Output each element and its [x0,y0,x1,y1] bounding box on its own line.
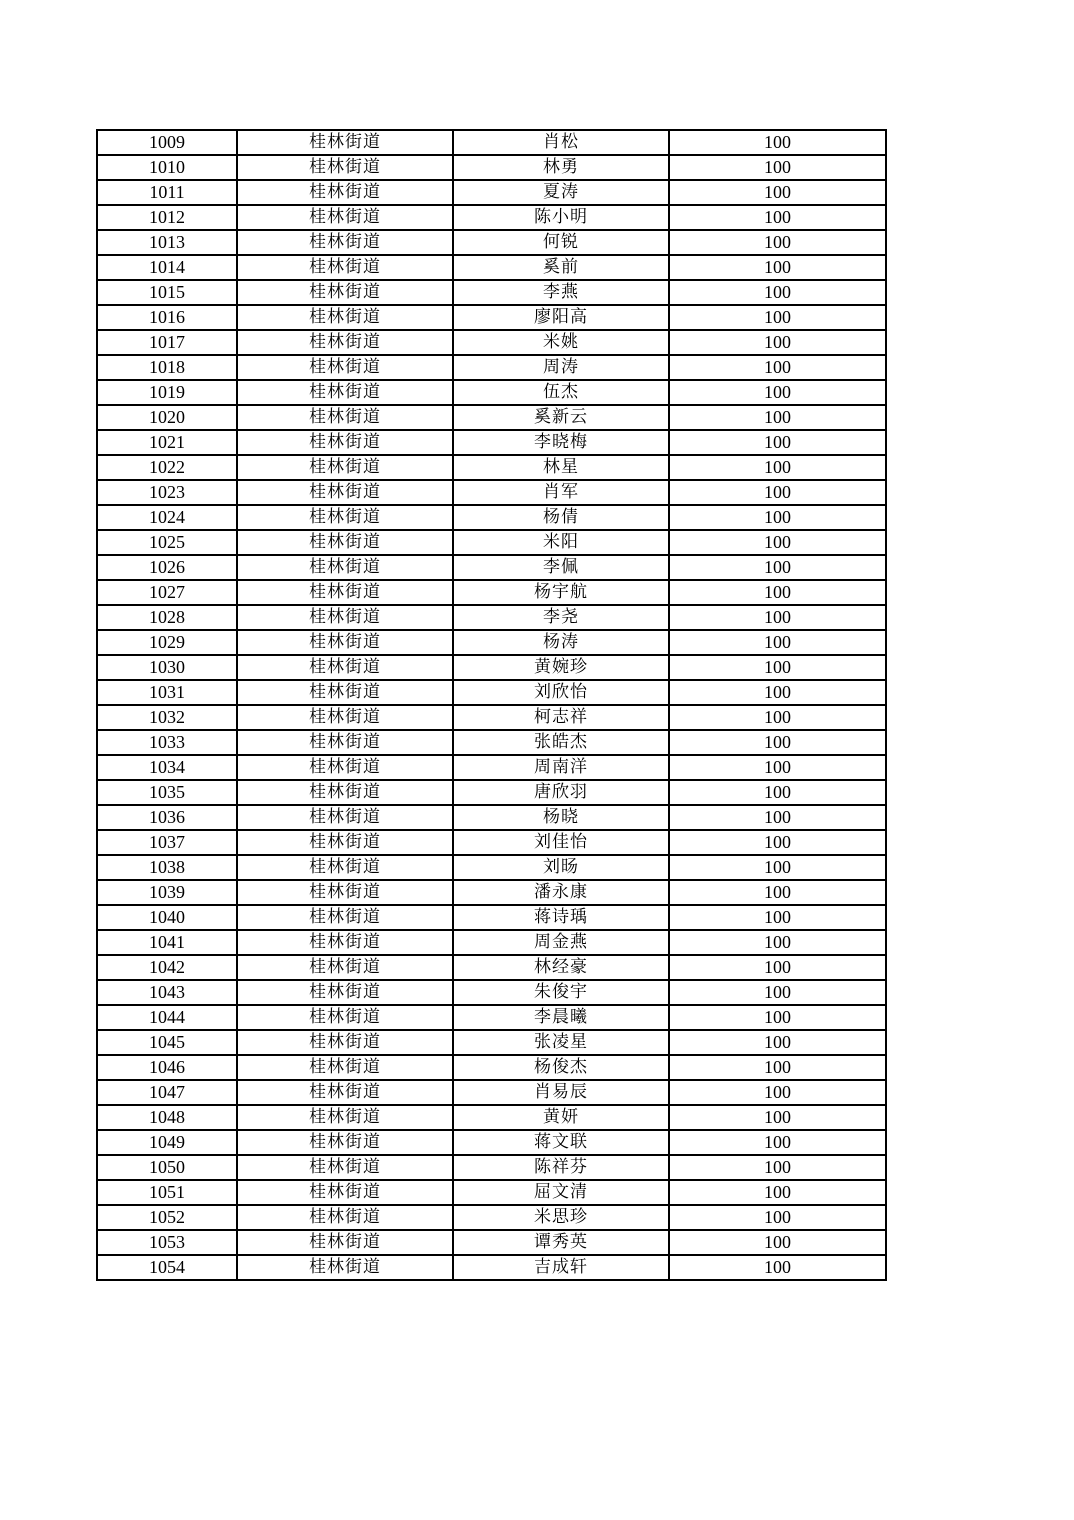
id-cell: 1053 [97,1230,237,1255]
name-cell: 肖军 [453,480,669,505]
score-cell: 100 [669,205,886,230]
name-cell: 蒋文联 [453,1130,669,1155]
table-row [97,180,886,205]
table-row [97,530,886,555]
id-cell: 1024 [97,505,237,530]
table-row [97,455,886,480]
name-cell: 李晨曦 [453,1005,669,1030]
id-cell: 1035 [97,780,237,805]
name-cell: 廖阳高 [453,305,669,330]
name-cell: 蒋诗瑀 [453,905,669,930]
table-row [97,555,886,580]
id-cell: 1022 [97,455,237,480]
score-cell: 100 [669,355,886,380]
table-row [97,880,886,905]
score-cell: 100 [669,130,886,155]
street-cell: 桂林街道 [237,580,453,605]
table-row [97,830,886,855]
street-cell: 桂林街道 [237,1230,453,1255]
id-cell: 1023 [97,480,237,505]
score-cell: 100 [669,955,886,980]
table-row [97,380,886,405]
score-cell: 100 [669,680,886,705]
score-cell: 100 [669,605,886,630]
street-cell: 桂林街道 [237,155,453,180]
id-cell: 1029 [97,630,237,655]
score-cell: 100 [669,930,886,955]
name-cell: 屈文清 [453,1180,669,1205]
name-cell: 李燕 [453,280,669,305]
street-cell: 桂林街道 [237,380,453,405]
table-row [97,780,886,805]
score-cell: 100 [669,455,886,480]
score-cell: 100 [669,1180,886,1205]
score-cell: 100 [669,330,886,355]
name-cell: 杨涛 [453,630,669,655]
street-cell: 桂林街道 [237,530,453,555]
data-table [96,129,887,1281]
name-cell: 黄婉珍 [453,655,669,680]
name-cell: 周金燕 [453,930,669,955]
street-cell: 桂林街道 [237,130,453,155]
name-cell: 刘欣怡 [453,680,669,705]
street-cell: 桂林街道 [237,180,453,205]
name-cell: 何锐 [453,230,669,255]
table-row [97,1205,886,1230]
table-row [97,580,886,605]
name-cell: 夏涛 [453,180,669,205]
id-cell: 1020 [97,405,237,430]
score-cell: 100 [669,980,886,1005]
score-cell: 100 [669,530,886,555]
table-row [97,805,886,830]
score-cell: 100 [669,180,886,205]
table-row [97,205,886,230]
name-cell: 杨宇航 [453,580,669,605]
score-cell: 100 [669,380,886,405]
street-cell: 桂林街道 [237,1055,453,1080]
street-cell: 桂林街道 [237,230,453,255]
street-cell: 桂林街道 [237,880,453,905]
table-row [97,230,886,255]
street-cell: 桂林街道 [237,780,453,805]
table-row [97,1105,886,1130]
score-cell: 100 [669,430,886,455]
name-cell: 林星 [453,455,669,480]
score-cell: 100 [669,1105,886,1130]
table-row [97,480,886,505]
name-cell: 刘旸 [453,855,669,880]
name-cell: 唐欣羽 [453,780,669,805]
score-cell: 100 [669,830,886,855]
id-cell: 1021 [97,430,237,455]
id-cell: 1027 [97,580,237,605]
score-cell: 100 [669,805,886,830]
id-cell: 1048 [97,1105,237,1130]
street-cell: 桂林街道 [237,830,453,855]
score-cell: 100 [669,555,886,580]
table-row [97,705,886,730]
table-body [97,130,886,1280]
street-cell: 桂林街道 [237,605,453,630]
id-cell: 1012 [97,205,237,230]
name-cell: 柯志祥 [453,705,669,730]
name-cell: 肖松 [453,130,669,155]
street-cell: 桂林街道 [237,755,453,780]
id-cell: 1038 [97,855,237,880]
street-cell: 桂林街道 [237,255,453,280]
score-cell: 100 [669,255,886,280]
id-cell: 1043 [97,980,237,1005]
score-cell: 100 [669,505,886,530]
score-cell: 100 [669,1155,886,1180]
id-cell: 1018 [97,355,237,380]
street-cell: 桂林街道 [237,1105,453,1130]
score-cell: 100 [669,705,886,730]
name-cell: 伍杰 [453,380,669,405]
name-cell: 杨倩 [453,505,669,530]
name-cell: 周涛 [453,355,669,380]
id-cell: 1025 [97,530,237,555]
name-cell: 林经豪 [453,955,669,980]
id-cell: 1014 [97,255,237,280]
table-row [97,680,886,705]
name-cell: 李晓梅 [453,430,669,455]
table-row [97,1180,886,1205]
score-cell: 100 [669,480,886,505]
street-cell: 桂林街道 [237,1005,453,1030]
name-cell: 吉成轩 [453,1255,669,1280]
id-cell: 1015 [97,280,237,305]
score-cell: 100 [669,580,886,605]
score-cell: 100 [669,855,886,880]
id-cell: 1016 [97,305,237,330]
id-cell: 1009 [97,130,237,155]
table-row [97,355,886,380]
street-cell: 桂林街道 [237,980,453,1005]
id-cell: 1032 [97,705,237,730]
table-row [97,605,886,630]
name-cell: 潘永康 [453,880,669,905]
table-row [97,755,886,780]
score-cell: 100 [669,905,886,930]
name-cell: 刘佳怡 [453,830,669,855]
score-cell: 100 [669,1055,886,1080]
table-row [97,1230,886,1255]
table-row [97,955,886,980]
street-cell: 桂林街道 [237,705,453,730]
score-cell: 100 [669,780,886,805]
name-cell: 张凌星 [453,1030,669,1055]
score-cell: 100 [669,730,886,755]
name-cell: 李尧 [453,605,669,630]
score-cell: 100 [669,630,886,655]
id-cell: 1045 [97,1030,237,1055]
score-cell: 100 [669,880,886,905]
street-cell: 桂林街道 [237,1030,453,1055]
table-row [97,1130,886,1155]
street-cell: 桂林街道 [237,930,453,955]
id-cell: 1049 [97,1130,237,1155]
id-cell: 1036 [97,805,237,830]
table-row [97,1030,886,1055]
table-row [97,280,886,305]
street-cell: 桂林街道 [237,730,453,755]
name-cell: 张皓杰 [453,730,669,755]
table-row [97,1055,886,1080]
id-cell: 1054 [97,1255,237,1280]
street-cell: 桂林街道 [237,1080,453,1105]
street-cell: 桂林街道 [237,555,453,580]
id-cell: 1010 [97,155,237,180]
id-cell: 1026 [97,555,237,580]
street-cell: 桂林街道 [237,1255,453,1280]
id-cell: 1013 [97,230,237,255]
street-cell: 桂林街道 [237,805,453,830]
table-row [97,505,886,530]
street-cell: 桂林街道 [237,1205,453,1230]
id-cell: 1039 [97,880,237,905]
table-row [97,630,886,655]
name-cell: 谭秀英 [453,1230,669,1255]
name-cell: 黄妍 [453,1105,669,1130]
name-cell: 米姚 [453,330,669,355]
table-row [97,655,886,680]
street-cell: 桂林街道 [237,405,453,430]
street-cell: 桂林街道 [237,1180,453,1205]
id-cell: 1052 [97,1205,237,1230]
table-row [97,130,886,155]
street-cell: 桂林街道 [237,480,453,505]
id-cell: 1037 [97,830,237,855]
id-cell: 1033 [97,730,237,755]
score-cell: 100 [669,1080,886,1105]
name-cell: 周南洋 [453,755,669,780]
score-cell: 100 [669,655,886,680]
id-cell: 1046 [97,1055,237,1080]
street-cell: 桂林街道 [237,630,453,655]
table-row [97,1005,886,1030]
id-cell: 1030 [97,655,237,680]
score-cell: 100 [669,305,886,330]
score-cell: 100 [669,1130,886,1155]
id-cell: 1051 [97,1180,237,1205]
score-cell: 100 [669,1255,886,1280]
table-row [97,980,886,1005]
id-cell: 1031 [97,680,237,705]
id-cell: 1028 [97,605,237,630]
id-cell: 1040 [97,905,237,930]
street-cell: 桂林街道 [237,205,453,230]
name-cell: 陈祥芬 [453,1155,669,1180]
name-cell: 肖易辰 [453,1080,669,1105]
name-cell: 杨俊杰 [453,1055,669,1080]
name-cell: 朱俊宇 [453,980,669,1005]
table-row [97,255,886,280]
id-cell: 1019 [97,380,237,405]
id-cell: 1050 [97,1155,237,1180]
table-row [97,430,886,455]
name-cell: 米思珍 [453,1205,669,1230]
score-cell: 100 [669,1005,886,1030]
street-cell: 桂林街道 [237,305,453,330]
name-cell: 奚前 [453,255,669,280]
name-cell: 李佩 [453,555,669,580]
table-row [97,155,886,180]
score-cell: 100 [669,155,886,180]
score-cell: 100 [669,230,886,255]
score-cell: 100 [669,1205,886,1230]
table-row [97,1080,886,1105]
table-row [97,930,886,955]
table-row [97,730,886,755]
id-cell: 1042 [97,955,237,980]
table-row [97,405,886,430]
street-cell: 桂林街道 [237,855,453,880]
id-cell: 1017 [97,330,237,355]
id-cell: 1034 [97,755,237,780]
id-cell: 1011 [97,180,237,205]
id-cell: 1041 [97,930,237,955]
table-row [97,1155,886,1180]
id-cell: 1044 [97,1005,237,1030]
table-row [97,1255,886,1280]
street-cell: 桂林街道 [237,430,453,455]
table-row [97,855,886,880]
score-cell: 100 [669,405,886,430]
table-row [97,330,886,355]
score-cell: 100 [669,1230,886,1255]
name-cell: 陈小明 [453,205,669,230]
name-cell: 米阳 [453,530,669,555]
name-cell: 林勇 [453,155,669,180]
street-cell: 桂林街道 [237,1155,453,1180]
street-cell: 桂林街道 [237,280,453,305]
table-row [97,905,886,930]
id-cell: 1047 [97,1080,237,1105]
score-cell: 100 [669,755,886,780]
name-cell: 奚新云 [453,405,669,430]
street-cell: 桂林街道 [237,955,453,980]
name-cell: 杨晓 [453,805,669,830]
street-cell: 桂林街道 [237,1130,453,1155]
street-cell: 桂林街道 [237,655,453,680]
street-cell: 桂林街道 [237,455,453,480]
table-row [97,305,886,330]
street-cell: 桂林街道 [237,330,453,355]
score-cell: 100 [669,1030,886,1055]
street-cell: 桂林街道 [237,355,453,380]
street-cell: 桂林街道 [237,505,453,530]
street-cell: 桂林街道 [237,905,453,930]
score-cell: 100 [669,280,886,305]
street-cell: 桂林街道 [237,680,453,705]
